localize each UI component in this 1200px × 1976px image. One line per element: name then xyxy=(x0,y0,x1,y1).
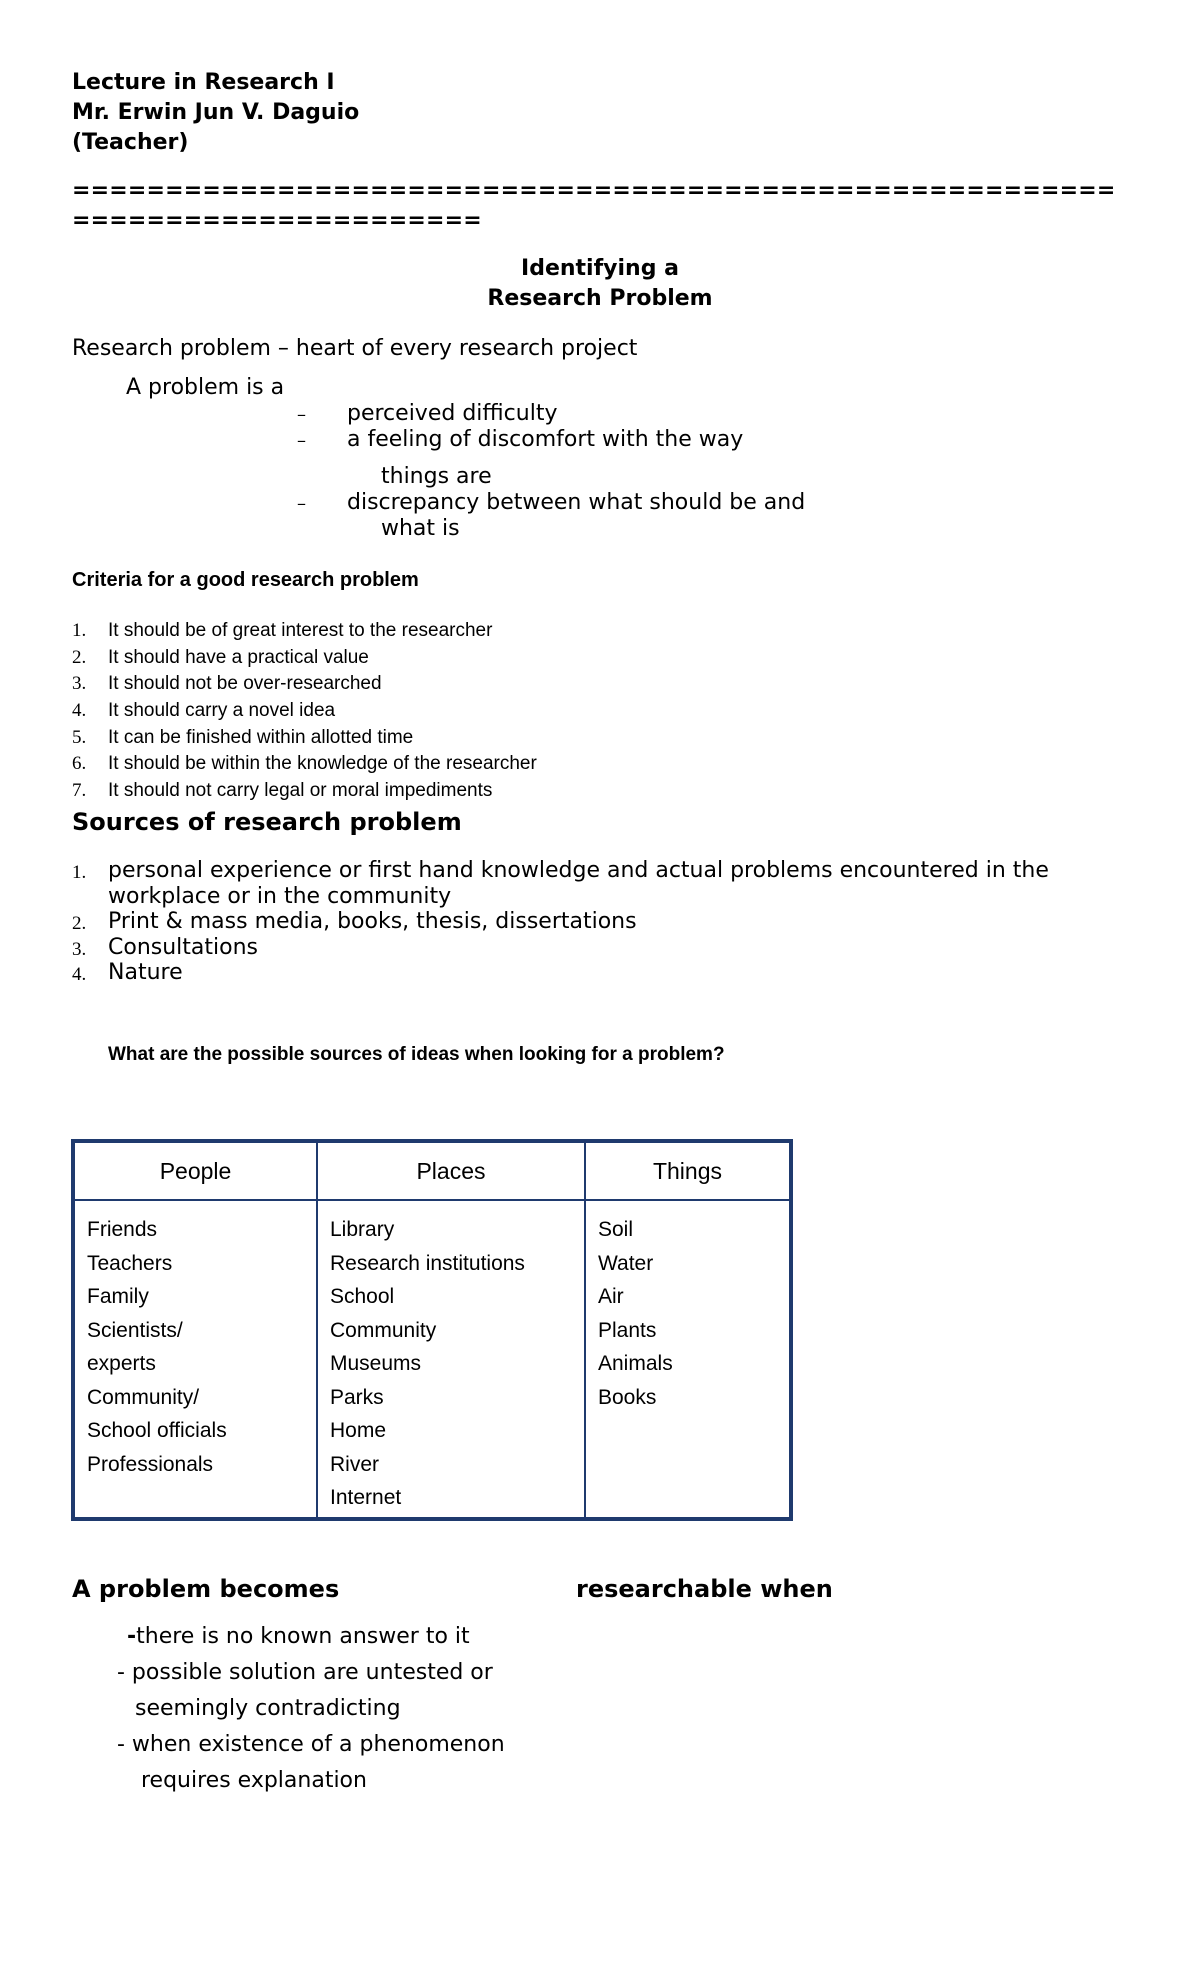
definition-text: Research problem – heart of every research project xyxy=(72,336,638,361)
table-cell-item: Community xyxy=(330,1318,437,1342)
table-cell-item: Plants xyxy=(598,1318,657,1342)
list-text: It can be finished within allotted time xyxy=(108,726,414,748)
problem-item-continued: what is xyxy=(381,516,460,541)
condition-item-continued: requires explanation xyxy=(141,1768,367,1793)
list-number: 4. xyxy=(72,700,87,722)
table-cell-item: Teachers xyxy=(87,1251,173,1275)
list-number: 1. xyxy=(72,620,87,641)
list-number: 6. xyxy=(72,753,87,775)
table-header-row xyxy=(73,1141,791,1200)
condition-item: - when existence of a phenomenon xyxy=(117,1732,505,1757)
dash-marker: – xyxy=(297,493,306,514)
table-cell-item: Internet xyxy=(330,1486,402,1509)
list-text: It should have a practical value xyxy=(108,646,369,668)
things-cell xyxy=(585,1200,791,1519)
list-text: It should be of great interest to the researcher xyxy=(108,620,493,641)
table-cell-item: Animals xyxy=(598,1352,673,1375)
table-cell-item: Professionals xyxy=(87,1452,214,1476)
list-item xyxy=(72,858,1108,909)
problem-item: discrepancy between what should be and xyxy=(347,490,806,515)
problem-intro: A problem is a xyxy=(126,375,285,400)
list-text: Consultations xyxy=(108,934,258,960)
list-number: 7. xyxy=(72,780,87,802)
table-cell-item: Water xyxy=(598,1251,654,1275)
researchable-heading-right: researchable when xyxy=(576,1575,833,1603)
table-cell-item: Air xyxy=(598,1285,624,1308)
teacher-role: (Teacher) xyxy=(72,130,189,155)
condition-dash: - xyxy=(127,1624,137,1649)
idea-sources-table xyxy=(71,1139,793,1521)
list-number: 2. xyxy=(72,913,87,934)
criteria-list xyxy=(72,618,537,805)
table-cell-item: Community/ xyxy=(87,1385,200,1409)
course-title: Lecture in Research I xyxy=(72,70,335,95)
table-cell-item: Museums xyxy=(330,1352,422,1375)
list-text: It should not carry legal or moral impediments xyxy=(108,780,493,802)
sources-list xyxy=(72,858,1108,986)
table-cell-item: School xyxy=(330,1285,395,1308)
list-item xyxy=(72,778,537,805)
list-number: 3. xyxy=(72,673,87,695)
list-number: 5. xyxy=(72,726,87,748)
list-item xyxy=(72,645,537,672)
list-item xyxy=(72,618,537,645)
separator-rule-continued: ====================== xyxy=(72,208,482,233)
column-header-things: Things xyxy=(585,1141,791,1200)
page-title: Identifying a xyxy=(521,256,679,281)
condition-item xyxy=(127,1624,470,1649)
table-cell-item: Friends xyxy=(87,1218,158,1241)
ideas-question: What are the possible sources of ideas when looking for a problem? xyxy=(108,1044,725,1065)
list-number: 3. xyxy=(72,938,87,960)
problem-item: a feeling of discomfort with the way xyxy=(347,427,744,452)
list-text: personal experience or first hand knowledge and actual problems encountered in the workplace or in the community xyxy=(108,858,1049,909)
list-item xyxy=(72,909,1108,935)
criteria-heading: Criteria for a good research problem xyxy=(72,569,419,591)
list-number: 2. xyxy=(72,646,87,668)
list-text: Print & mass media, books, thesis, dissertations xyxy=(108,909,637,934)
table-cell-item: Soil xyxy=(598,1218,634,1241)
dash-marker: – xyxy=(297,404,306,425)
page-subtitle: Research Problem xyxy=(487,286,713,311)
list-number: 4. xyxy=(72,964,87,985)
problem-item: perceived difficulty xyxy=(347,401,558,426)
list-item xyxy=(72,960,1108,986)
people-cell xyxy=(73,1200,317,1519)
table-cell-item: Scientists/ xyxy=(87,1318,183,1342)
table-cell-item: Family xyxy=(87,1285,149,1308)
list-text: It should not be over-researched xyxy=(108,673,382,695)
condition-text: there is no known answer to it xyxy=(136,1624,470,1649)
list-item xyxy=(72,698,537,725)
list-item xyxy=(72,725,537,752)
dash-marker: – xyxy=(297,430,306,451)
table-cell-item: Library xyxy=(330,1218,395,1241)
condition-item-continued: seemingly contradicting xyxy=(135,1696,401,1721)
list-text: It should be within the knowledge of the researcher xyxy=(108,753,537,775)
list-text: It should carry a novel idea xyxy=(108,700,336,722)
places-cell xyxy=(317,1200,585,1519)
table-cell-item: experts xyxy=(87,1352,156,1375)
table-cell-item: Parks xyxy=(330,1385,384,1409)
sources-heading: Sources of research problem xyxy=(72,808,462,836)
list-number: 1. xyxy=(72,862,87,883)
condition-item: - possible solution are untested or xyxy=(117,1660,493,1685)
table-row xyxy=(73,1200,791,1519)
table-cell-item: Research institutions xyxy=(330,1251,525,1275)
separator-rule: ======================================================== xyxy=(72,178,1116,203)
list-item xyxy=(72,751,537,778)
column-header-places: Places xyxy=(317,1141,585,1200)
column-header-people: People xyxy=(73,1141,317,1200)
researchable-heading-left: A problem becomes xyxy=(72,1575,340,1603)
list-item xyxy=(72,935,1108,961)
problem-item-continued: things are xyxy=(381,464,492,489)
teacher-name: Mr. Erwin Jun V. Daguio xyxy=(72,100,360,125)
list-text: Nature xyxy=(108,960,183,985)
table-cell-item: River xyxy=(330,1452,380,1476)
table-cell-item: School officials xyxy=(87,1419,227,1442)
table-cell-item: Home xyxy=(330,1419,387,1442)
table-cell-item: Books xyxy=(598,1385,657,1409)
list-item xyxy=(72,671,537,698)
